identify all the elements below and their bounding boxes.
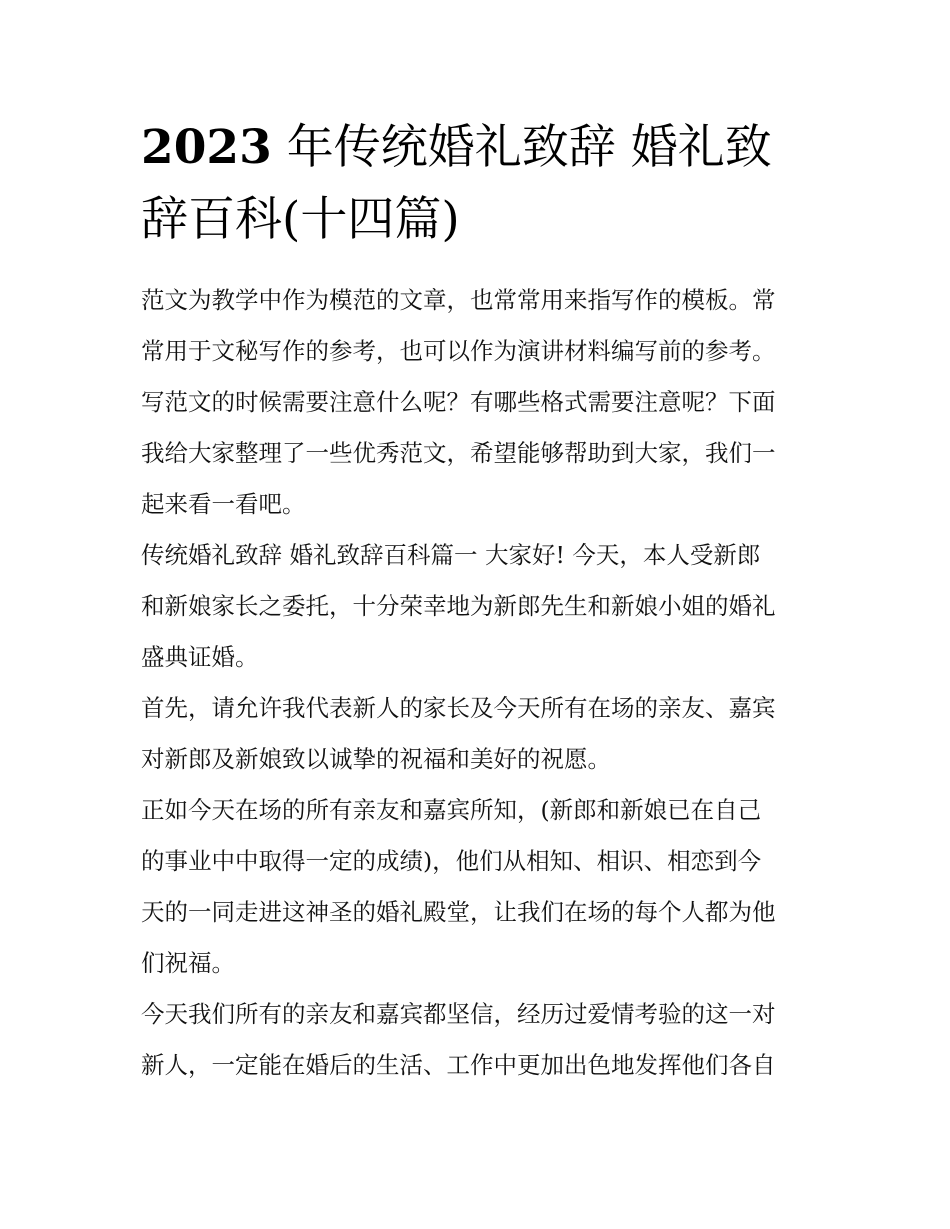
title-line-1-text: 年传统婚礼致辞 婚礼致 [271, 120, 772, 175]
text-line: 天的一同走进这神圣的婚礼殿堂，让我们在场的每个人都为他 [141, 898, 776, 926]
text-line: 的事业中中取得一定的成绩)，他们从相知、相识、相恋到今 [141, 847, 762, 875]
text-line: 正如今天在场的所有亲友和嘉宾所知，(新郎和新娘已在自己 [141, 796, 762, 824]
text-line: 范文为教学中作为模范的文章，也常常用来指写作的模板。常 [141, 286, 776, 314]
paragraph [141, 530, 821, 683]
paragraph [141, 785, 821, 989]
text-line: 首先，请允许我代表新人的家长及今天所有在场的亲友、嘉宾 [141, 694, 776, 722]
text-line: 新人，一定能在婚后的生活、工作中更加出色地发挥他们各自 [141, 1051, 776, 1079]
paragraph [141, 275, 821, 530]
title-line-1 [141, 112, 821, 184]
title-year: 2023 [141, 120, 272, 175]
document-body [141, 275, 821, 1091]
text-line: 传统婚礼致辞 婚礼致辞百科篇一 大家好! 今天，本人受新郎 [141, 541, 761, 569]
text-line: 我给大家整理了一些优秀范文，希望能够帮助到大家，我们一 [141, 439, 776, 467]
text-line: 们祝福。 [141, 949, 235, 977]
text-line: 盛典证婚。 [141, 643, 259, 671]
text-line: 写范文的时候需要注意什么呢？有哪些格式需要注意呢？下面 [141, 388, 776, 416]
text-line: 起来看一看吧。 [141, 490, 306, 518]
document-title [141, 112, 821, 256]
text-line: 对新郎及新娘致以诚挚的祝福和美好的祝愿。 [141, 745, 611, 773]
text-line: 今天我们所有的亲友和嘉宾都坚信，经历过爱情考验的这一对 [141, 1000, 776, 1028]
text-line: 常用于文秘写作的参考，也可以作为演讲材料编写前的参考。 [141, 337, 776, 365]
title-line-2: 辞百科(十四篇) [141, 192, 460, 247]
paragraph [141, 989, 821, 1091]
text-line: 和新娘家长之委托，十分荣幸地为新郎先生和新娘小姐的婚礼 [141, 592, 776, 620]
paragraph [141, 683, 821, 785]
